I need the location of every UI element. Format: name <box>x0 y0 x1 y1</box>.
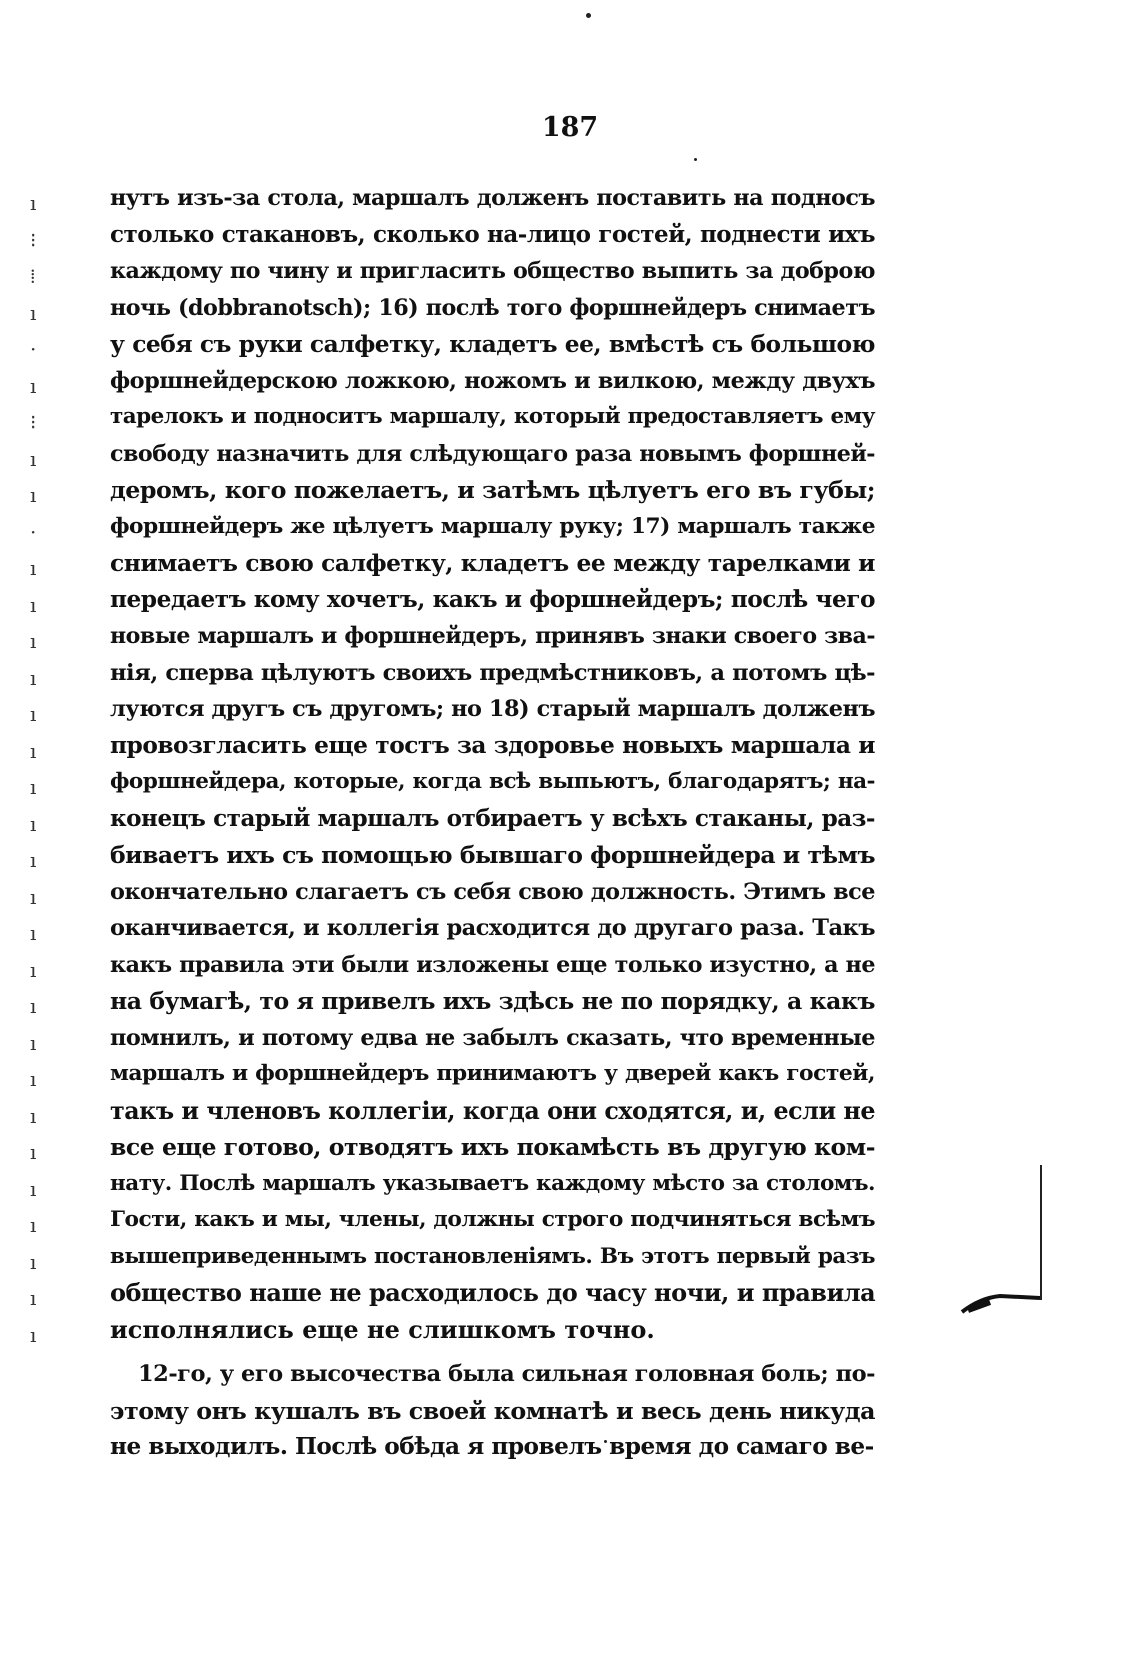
text-line: ночь (dobbranotsch); 16) послѣ того форшнейдеръ снимаетъ <box>110 294 875 321</box>
text-line: этому онъ кушалъ въ своей комнатѣ и весь день никуда <box>110 1396 875 1425</box>
text-line: исполнялись еще не слишкомъ точно. <box>110 1314 655 1344</box>
text-line: такъ и членовъ коллегіи, когда они сходятся, и, если не <box>110 1096 875 1125</box>
text-line: нія, сперва цѣлуютъ своихъ предмѣстниковъ, а потомъ цѣ- <box>110 659 875 686</box>
margin-mark: ı <box>30 884 37 909</box>
margin-mark: ı <box>30 665 37 690</box>
ink-mark <box>960 1288 1040 1318</box>
text-line: луются другъ съ другомъ; но 18) старый маршалъ долженъ <box>110 696 875 722</box>
text-line: конецъ старый маршалъ отбираетъ у всѣхъ стаканы, раз- <box>110 804 875 832</box>
margin-mark: ı <box>30 702 37 726</box>
top-speck <box>586 13 591 18</box>
margin-mark: ı <box>30 373 37 398</box>
text-line: провозгласить еще тостъ за здоровье новыхъ маршала и <box>110 731 875 759</box>
speck <box>694 158 697 161</box>
text-line: окончательно слагаетъ съ себя свою должность. Этимъ все <box>110 878 875 905</box>
margin-mark: ı <box>30 1103 37 1128</box>
text-line: у себя съ руки салфетку, кладетъ ее, вмѣстѣ съ большою <box>110 330 875 358</box>
page-number: 187 <box>541 112 599 143</box>
margin-mark: ı <box>30 446 37 471</box>
text-line: форшнейдера, которые, когда всѣ выпьютъ, благодарятъ; на- <box>110 769 875 794</box>
text-line: форшнейдерскою ложкою, ножомъ и вилкою, между двухъ <box>110 367 875 394</box>
margin-mark: ı <box>30 1140 37 1164</box>
margin-mark: ı <box>30 300 37 325</box>
text-line: какъ правила эти были изложены еще только изустно, а не <box>110 951 875 978</box>
text-line: тарелокъ и подноситъ маршалу, который предоставляетъ ему <box>110 404 875 429</box>
margin-mark: ⁝ <box>30 410 37 434</box>
margin-mark: ı <box>30 556 37 580</box>
margin-mark: ı <box>30 191 37 215</box>
left-margin-bleed <box>30 185 50 1353</box>
margin-mark: ı <box>30 994 37 1018</box>
text-line: Гости, какъ и мы, члены, должны строго подчиняться всѣмъ <box>110 1207 875 1232</box>
text-line: нутъ изъ-за стола, маршалъ долженъ поставить на подносъ <box>110 185 875 211</box>
margin-mark: ı <box>30 629 37 653</box>
text-line: оканчивается, и коллегія расходится до другаго раза. Такъ <box>110 915 875 941</box>
margin-mark: ı <box>30 592 37 617</box>
text-line: новые маршалъ и форшнейдеръ, принявъ знаки своего зва- <box>110 623 875 649</box>
margin-mark: ı <box>30 1030 37 1055</box>
text-line: не выходилъ. Послѣ обѣда я провелъ время до самаго ве- <box>110 1433 874 1460</box>
paragraph-2 <box>110 1356 875 1466</box>
margin-mark: ı <box>30 1249 37 1274</box>
margin-mark: ı <box>30 483 37 507</box>
margin-mark: ı <box>30 848 37 872</box>
text-line: форшнейдеръ же цѣлуетъ маршалу руку; 17) маршалъ также <box>110 513 875 539</box>
margin-mark: ı <box>30 957 37 982</box>
right-margin-rule <box>1040 1165 1042 1300</box>
text-line: маршалъ и форшнейдеръ принимаютъ у дверей какъ гостей, <box>110 1061 875 1086</box>
margin-mark: ı <box>30 1067 37 1091</box>
margin-mark: ⁝ <box>30 227 37 252</box>
body-text <box>110 180 875 1466</box>
margin-mark: ı <box>30 811 37 836</box>
text-line: вышеприведеннымъ постановленіямъ. Въ этотъ первый разъ <box>110 1243 875 1269</box>
text-line: свободу назначить для слѣдующаго раза новымъ форшней- <box>110 440 875 467</box>
text-line: на бумагѣ, то я привелъ ихъ здѣсь не по порядку, а какъ <box>110 987 875 1015</box>
margin-mark: ı <box>30 775 37 799</box>
margin-mark: ı <box>30 1213 37 1237</box>
text-line: нату. Послѣ маршалъ указываетъ каждому мѣсто за столомъ. <box>110 1170 875 1196</box>
margin-mark: ı <box>30 1286 37 1310</box>
margin-mark: · <box>30 519 37 544</box>
text-line: каждому по чину и пригласить общество выпить за доброю <box>110 258 875 284</box>
margin-mark: ı <box>30 921 37 945</box>
margin-mark: ı <box>30 1322 37 1347</box>
text-line: 12-го, у его высочества была сильная головная боль; по- <box>138 1361 875 1387</box>
margin-mark: · <box>30 337 37 361</box>
text-line: все еще готово, отводятъ ихъ покамѣсть въ другую ком- <box>110 1133 875 1161</box>
margin-mark: ı <box>30 738 37 763</box>
margin-mark: ⁞ <box>30 264 36 288</box>
text-line: передаетъ кому хочетъ, какъ и форшнейдеръ; послѣ чего <box>110 585 875 613</box>
text-line: столько стакановъ, сколько на-лицо гостей, поднести ихъ <box>110 220 875 248</box>
margin-mark: ı <box>30 1176 37 1201</box>
text-line: помнилъ, и потому едва не забылъ сказать, что временные <box>110 1024 875 1051</box>
text-line: снимаетъ свою салфетку, кладетъ ее между тарелками и <box>110 549 875 577</box>
text-line: деромъ, кого пожелаетъ, и затѣмъ цѣлуетъ его въ губы; <box>110 476 875 504</box>
text-line: биваетъ ихъ съ помощью бывшаго форшнейдера и тѣмъ <box>110 841 875 869</box>
text-line: общество наше не расходилось до часу ночи, и правила <box>110 1278 876 1307</box>
paragraph-1 <box>110 180 875 1348</box>
